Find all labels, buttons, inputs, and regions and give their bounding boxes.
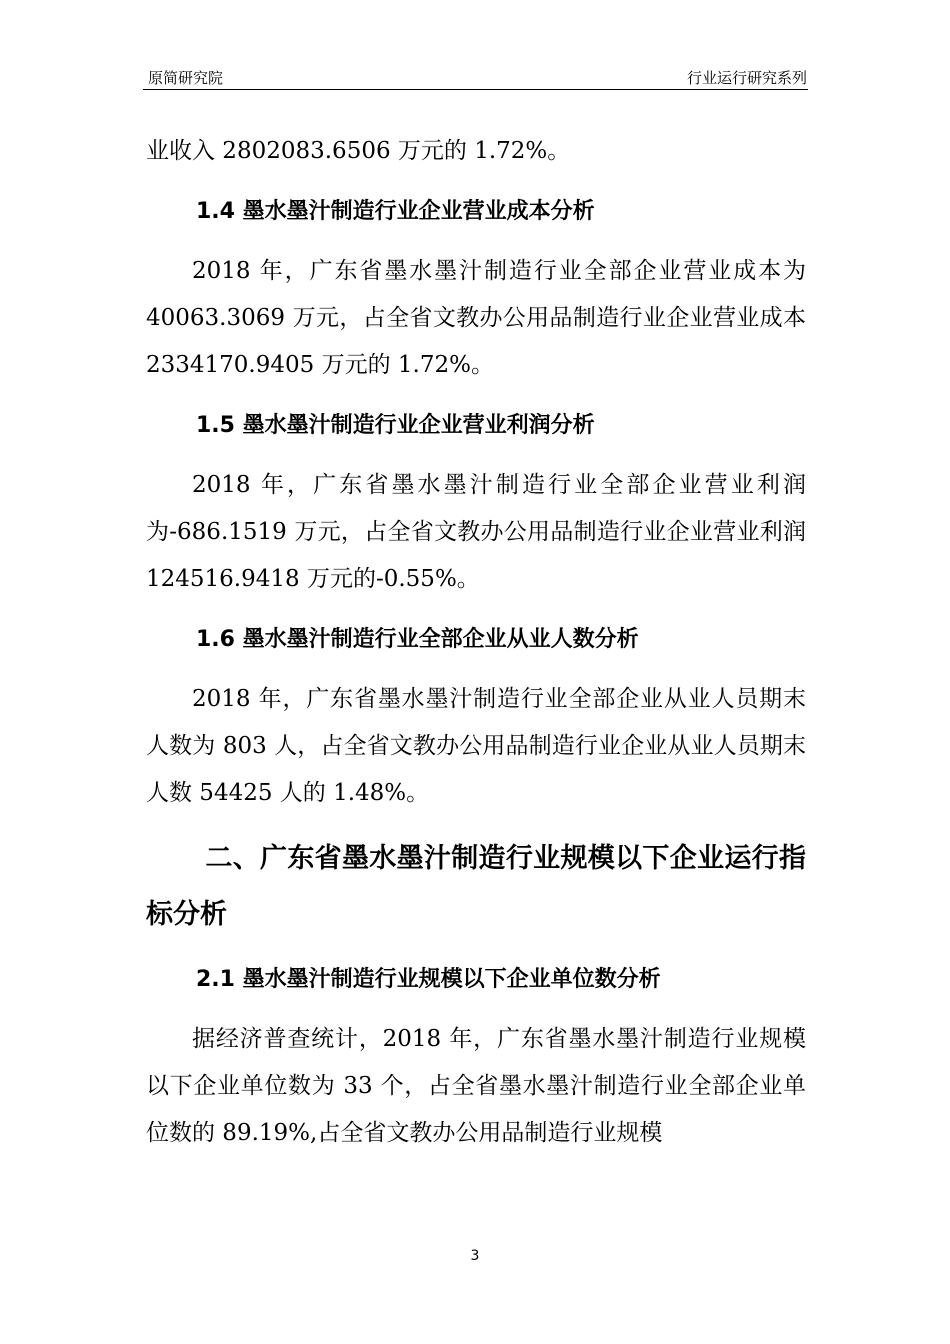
section-heading-1-5: 1.5 墨水墨汁制造行业企业营业利润分析	[196, 413, 595, 438]
page-number: 3	[470, 1248, 480, 1264]
section-heading-1-6: 1.6 墨水墨汁制造行业全部企业从业人数分析	[196, 627, 639, 652]
paragraph-continued: 业收入 2802083.6506 万元的 1.72%。	[146, 138, 571, 164]
document-body	[146, 128, 806, 1157]
section-heading-2-1: 2.1 墨水墨汁制造行业规模以下企业单位数分析	[196, 967, 661, 992]
paragraph-employees: 2018 年，广东省墨水墨汁制造行业全部企业从业人员期末人数为 803 人，占全省文教办公用品制造行业企业从业人员期末人数 54425 人的 1.48%。	[146, 686, 806, 806]
header-series-title: 行业运行研究系列	[686, 69, 807, 87]
header-organization: 原简研究院	[148, 69, 224, 87]
chapter-heading-2: 二、广东省墨水墨汁制造行业规模以下企业运行指标分析	[146, 843, 806, 930]
paragraph-unit-count: 据经济普查统计，2018 年，广东省墨水墨汁制造行业规模以下企业单位数为 33 个，占全省墨水墨汁制造行业全部企业单位数的 89.19%,占全省文教办公用品制造行业规模	[146, 1026, 806, 1146]
section-heading-1-4: 1.4 墨水墨汁制造行业企业营业成本分析	[196, 199, 595, 224]
paragraph-operating-profit: 2018 年，广东省墨水墨汁制造行业全部企业营业利润为-686.1519 万元，占全省文教办公用品制造行业企业营业利润 124516.9418 万元的-0.55%。	[146, 472, 806, 592]
header-divider	[143, 89, 808, 90]
paragraph-operating-cost: 2018 年，广东省墨水墨汁制造行业全部企业营业成本为 40063.3069 万元，占全省文教办公用品制造行业企业营业成本 2334170.9405 万元的 1.72%。	[146, 258, 806, 378]
